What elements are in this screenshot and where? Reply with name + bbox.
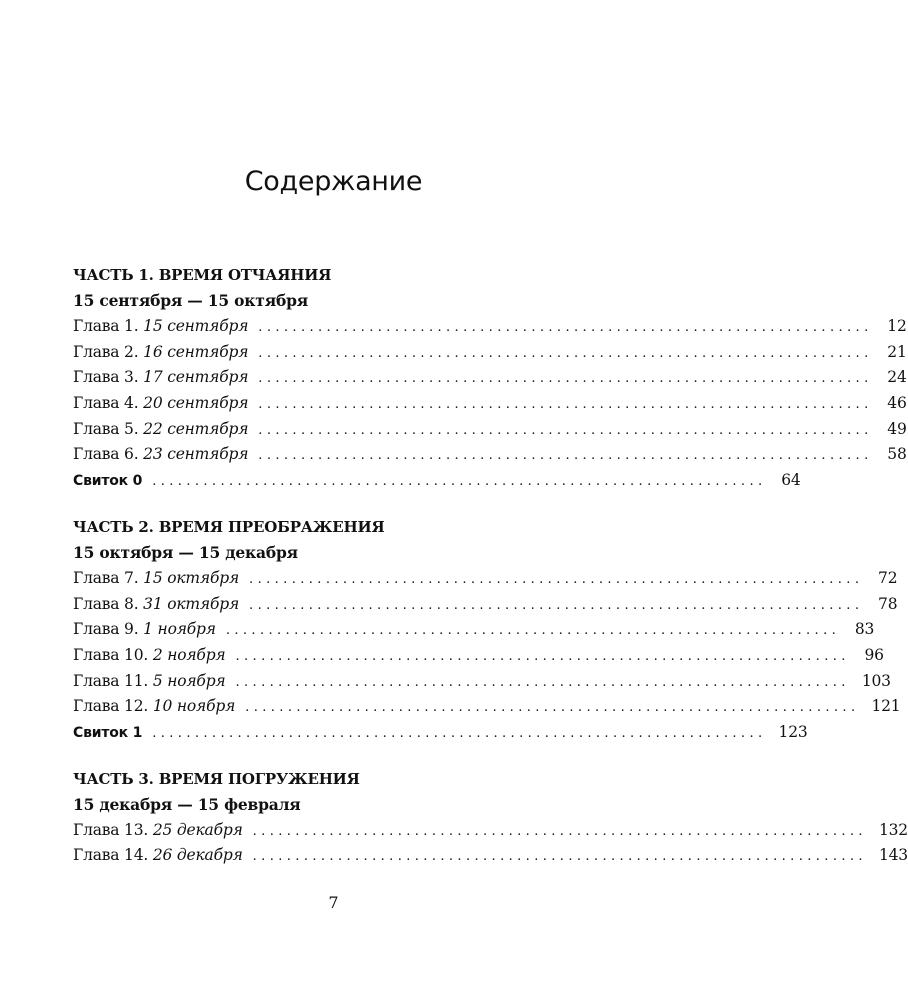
chapter-label: Глава 12. bbox=[73, 697, 149, 716]
chapter-label: Глава 10. bbox=[73, 645, 149, 664]
chapter-date: 22 сентября bbox=[143, 419, 249, 438]
page-ref: 58 bbox=[887, 445, 907, 464]
page-ref: 24 bbox=[887, 368, 907, 387]
part-dates: 15 октября — 15 декабря bbox=[73, 542, 298, 562]
chapter-date: 25 декабря bbox=[152, 820, 243, 839]
toc-entry-scroll[interactable] bbox=[73, 468, 801, 494]
dot-leader: ........................................................................ bbox=[152, 725, 767, 741]
page-title: Содержание bbox=[244, 166, 423, 197]
toc-entry[interactable] bbox=[73, 843, 908, 869]
chapter-date: 16 сентября bbox=[143, 342, 249, 361]
dot-leader: ........................................................................ bbox=[235, 648, 850, 664]
toc-entry[interactable] bbox=[73, 314, 907, 340]
dot-leader: ........................................................................ bbox=[252, 823, 867, 839]
chapter-date: 20 сентября bbox=[143, 394, 249, 413]
dot-leader: ........................................................................ bbox=[225, 623, 841, 639]
dot-leader: ........................................................................ bbox=[249, 597, 864, 613]
section-gap bbox=[73, 494, 558, 514]
chapter-date: 15 сентября bbox=[143, 317, 249, 335]
page-ref: 12 bbox=[887, 317, 907, 335]
dot-leader: ........................................................................ bbox=[252, 849, 867, 865]
chapter-date: 10 ноября bbox=[152, 697, 236, 716]
chapter-date: 17 сентября bbox=[143, 368, 249, 387]
toc-entry[interactable] bbox=[73, 694, 901, 720]
page-ref: 132 bbox=[878, 820, 908, 839]
part-dates: 15 декабря — 15 февраля bbox=[73, 794, 301, 814]
toc-entry[interactable] bbox=[73, 417, 907, 443]
dot-leader: ........................................................................ bbox=[258, 320, 873, 335]
chapter-date: 5 ноября bbox=[152, 671, 226, 690]
chapter-label: Глава 3. bbox=[73, 368, 139, 387]
chapter-date: 15 октября bbox=[143, 568, 240, 587]
page-ref: 46 bbox=[887, 394, 907, 413]
part-title: ЧАСТЬ 2. ВРЕМЯ ПРЕОБРАЖЕНИЯ bbox=[73, 517, 385, 536]
toc-entry[interactable] bbox=[73, 617, 875, 643]
chapter-date: 26 декабря bbox=[152, 846, 243, 865]
toc-entry[interactable] bbox=[73, 391, 907, 417]
page-ref: 143 bbox=[878, 846, 908, 865]
dot-leader: ........................................................................ bbox=[258, 422, 873, 438]
dot-leader: ........................................................................ bbox=[258, 371, 873, 387]
chapter-label: Глава 8. bbox=[73, 594, 139, 613]
chapter-date: 31 октября bbox=[143, 594, 240, 613]
chapter-date: 2 ноября bbox=[152, 645, 226, 664]
part-dates: 15 сентября — 15 октября bbox=[73, 291, 308, 310]
part-title: ЧАСТЬ 3. ВРЕМЯ ПОГРУЖЕНИЯ bbox=[73, 769, 360, 788]
page-ref: 72 bbox=[878, 568, 898, 587]
chapter-label: Глава 2. bbox=[73, 342, 139, 361]
section-gap bbox=[73, 746, 558, 766]
page-ref: 96 bbox=[864, 645, 884, 664]
page-ref: 123 bbox=[778, 722, 808, 741]
toc-entry[interactable] bbox=[73, 643, 884, 669]
scroll-label: Свиток 0 bbox=[73, 473, 143, 490]
page-number: 7 bbox=[328, 893, 339, 912]
dot-leader: ........................................................................ bbox=[235, 674, 850, 690]
toc-entry[interactable] bbox=[73, 365, 907, 391]
chapter-label: Глава 5. bbox=[73, 419, 139, 438]
chapter-label: Глава 7. bbox=[73, 568, 139, 587]
toc-entry-scroll[interactable] bbox=[73, 720, 808, 746]
chapter-label: Глава 9. bbox=[73, 620, 139, 639]
chapter-label: Глава 1. bbox=[73, 317, 139, 335]
toc-entry[interactable] bbox=[73, 340, 907, 366]
dot-leader: ........................................................................ bbox=[152, 474, 767, 490]
chapter-label: Глава 13. bbox=[73, 820, 149, 839]
toc-entry[interactable] bbox=[73, 818, 908, 844]
page-ref: 49 bbox=[887, 419, 907, 438]
scroll-label: Свиток 1 bbox=[73, 724, 143, 741]
toc-entry[interactable] bbox=[73, 592, 898, 618]
page-ref: 103 bbox=[861, 671, 891, 690]
part-title: ЧАСТЬ 1. ВРЕМЯ ОТЧАЯНИЯ bbox=[73, 266, 332, 284]
chapter-label: Глава 4. bbox=[73, 394, 139, 413]
chapter-label: Глава 14. bbox=[73, 846, 149, 865]
table-of-contents bbox=[73, 262, 908, 869]
dot-leader: ........................................................................ bbox=[245, 700, 860, 716]
toc-entry[interactable] bbox=[73, 566, 898, 592]
dot-leader: ........................................................................ bbox=[249, 571, 864, 587]
page-ref: 78 bbox=[878, 594, 898, 613]
page-ref: 21 bbox=[887, 342, 907, 361]
chapter-date: 1 ноября bbox=[143, 620, 216, 639]
toc-entry[interactable] bbox=[73, 442, 907, 468]
dot-leader: ........................................................................ bbox=[258, 448, 873, 464]
page-ref: 83 bbox=[854, 620, 875, 639]
dot-leader: ........................................................................ bbox=[258, 397, 873, 413]
page-ref: 121 bbox=[871, 697, 901, 716]
chapter-date: 23 сентября bbox=[143, 445, 249, 464]
toc-entry[interactable] bbox=[73, 669, 891, 695]
chapter-label: Глава 6. bbox=[73, 445, 139, 464]
dot-leader: ........................................................................ bbox=[258, 345, 873, 361]
page-ref: 64 bbox=[781, 471, 801, 490]
chapter-label: Глава 11. bbox=[73, 671, 149, 690]
